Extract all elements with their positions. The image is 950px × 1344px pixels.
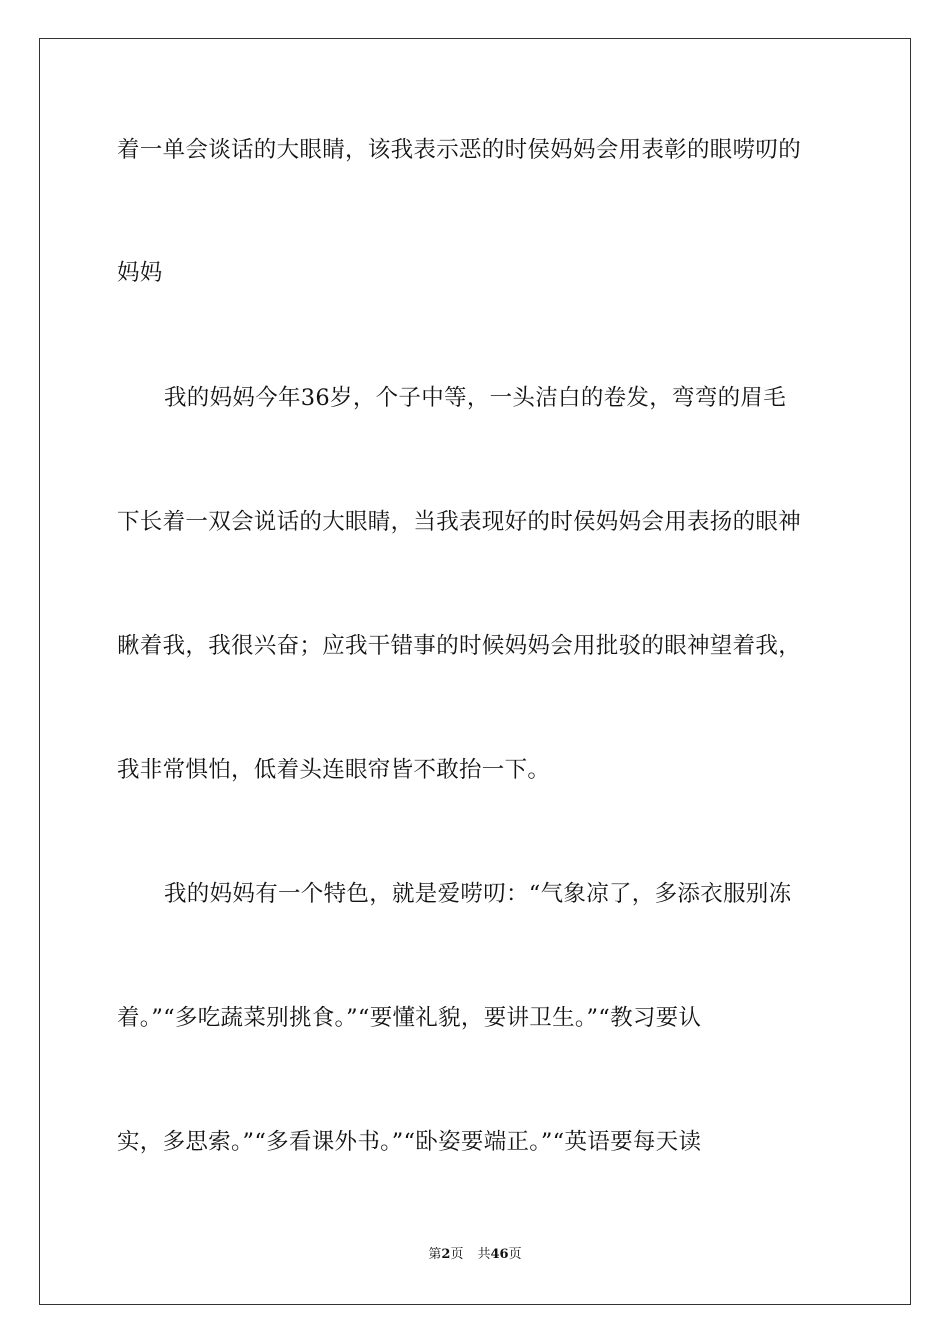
body-line-2: 妈妈 bbox=[117, 260, 163, 286]
total-suffix: 页 bbox=[508, 1247, 522, 1262]
paragraph-1-line-3: 瞅着我，我很兴奋；应我干错事的时候妈妈会用批驳的眼神望着我， bbox=[117, 633, 802, 659]
paragraph-1-line-2: 下长着一双会说话的大眼睛，当我表现好的时侯妈妈会用表扬的眼神 bbox=[117, 509, 802, 535]
page-border bbox=[39, 38, 911, 1305]
paragraph-2-line-1: 我的妈妈有一个特色，就是爱唠叨：“气象凉了，多添衣服别冻 bbox=[164, 881, 792, 907]
paragraph-2-line-3: 实，多思索。”“多看课外书。”“卧姿要端正。”“英语要每天读 bbox=[117, 1129, 702, 1155]
paragraph-1-line-1: 我的妈妈今年36岁，个子中等，一头洁白的卷发，弯弯的眉毛 bbox=[164, 385, 787, 411]
total-pages: 46 bbox=[490, 1247, 509, 1262]
total-prefix: 共 bbox=[477, 1247, 491, 1262]
body-line-1: 着一单会谈话的大眼睛，该我表示恶的时侯妈妈会用表彰的眼唠叨的 bbox=[117, 137, 802, 163]
paragraph-2-line-2: 着。”“多吃蔬菜别挑食。”“要懂礼貌，要讲卫生。”“教习要认 bbox=[117, 1005, 702, 1031]
page-number: 2 bbox=[441, 1247, 451, 1262]
page-footer bbox=[0, 1246, 950, 1264]
page-suffix: 页 bbox=[450, 1247, 464, 1262]
paragraph-1-line-4: 我非常惧怕，低着头连眼帘皆不敢抬一下。 bbox=[117, 757, 551, 783]
page-prefix: 第 bbox=[428, 1247, 442, 1262]
